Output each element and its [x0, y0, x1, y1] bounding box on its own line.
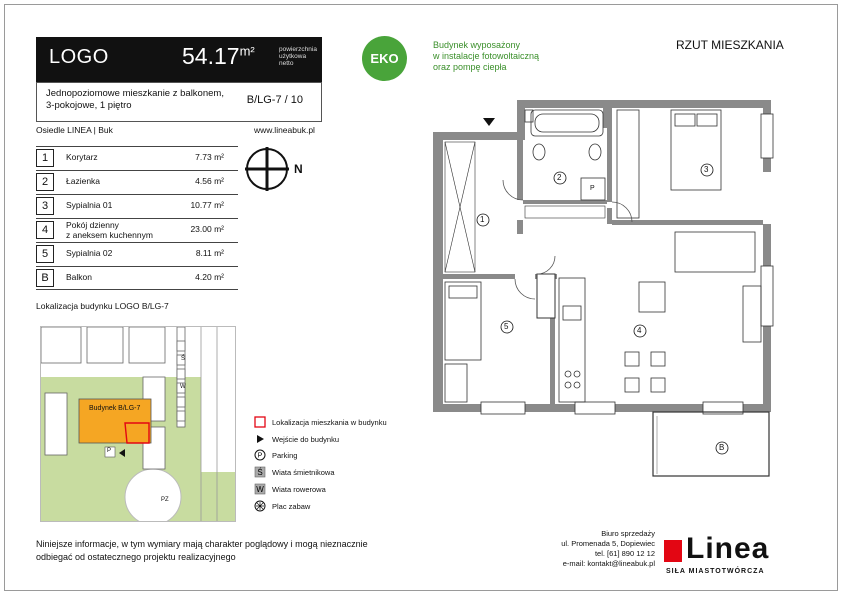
- room-number: B: [36, 269, 54, 287]
- room-area: 7.73 m²: [195, 152, 224, 162]
- eko-description: [433, 40, 539, 73]
- eko-line2: w instalacje fotowoltaiczną: [433, 51, 540, 61]
- brand-logo: [664, 532, 804, 578]
- bike-shelter-icon: [254, 483, 266, 495]
- office-address: ul. Promenada 5, Dopiewiec: [561, 539, 655, 548]
- table-row: [36, 194, 238, 218]
- site-plan: [40, 326, 236, 522]
- estate-name: Osiedle LINEA | Buk: [36, 125, 113, 135]
- red-square-outline-icon: [254, 416, 266, 428]
- header-bar: [36, 37, 322, 82]
- room-name: Sypialnia 02: [66, 248, 113, 258]
- plan-label-4: 4: [637, 326, 642, 335]
- entrance-arrow-icon: [254, 433, 266, 445]
- area-note: [279, 46, 317, 67]
- plan-label-balcony: B: [719, 443, 725, 452]
- site-plan-drawing: [41, 327, 236, 522]
- office-email[interactable]: e-mail: kontakt@lineabuk.pl: [562, 559, 655, 568]
- apartment-area: [182, 43, 255, 70]
- legend-label-bin: Wiata śmietnikowa: [272, 468, 335, 477]
- room-area: 8.11 m²: [195, 248, 224, 258]
- eko-line3: oraz pompę ciepła: [433, 62, 507, 72]
- room-number: 2: [36, 173, 54, 191]
- legend-label-bike: Wiata rowerowa: [272, 485, 326, 494]
- table-row: [36, 266, 238, 290]
- room-name-line2: z aneksem kuchennym: [66, 230, 153, 240]
- brand-red-block: [664, 540, 682, 562]
- building-label: Budynek B/LG-7: [89, 405, 141, 412]
- compass-icon: [244, 146, 290, 192]
- svg-text:Ś: Ś: [257, 468, 263, 477]
- floor-plan-drawing: [425, 96, 795, 486]
- legend-label-apartment: Lokalizacja mieszkania w budynku: [272, 418, 387, 427]
- room-number: 5: [36, 245, 54, 263]
- table-row: [36, 218, 238, 242]
- legend-label-entrance: Wejście do budynku: [272, 435, 339, 444]
- room-name: Sypialnia 01: [66, 200, 113, 210]
- plan-label-2: 2: [557, 173, 562, 182]
- area-unit: m²: [239, 43, 255, 59]
- table-row: [36, 146, 238, 170]
- room-name: [66, 220, 153, 240]
- room-name: Balkon: [66, 272, 92, 282]
- office-phone: tel. [61] 890 12 12: [594, 549, 655, 558]
- room-name: Korytarz: [66, 152, 98, 162]
- svg-text:W: W: [256, 485, 264, 494]
- room-name-line1: Pokój dzienny: [66, 220, 119, 230]
- plan-label-1: 1: [480, 215, 485, 224]
- disclaimer-line1: Niniejsze informacje, w tym wymiary mają charakter poglądowy i mogą nieznacznie: [36, 539, 368, 549]
- plan-label-3: 3: [704, 165, 709, 174]
- location-title: Lokalizacja budynku LOGO B/LG-7: [36, 301, 169, 311]
- website-link[interactable]: www.lineabuk.pl: [254, 125, 315, 135]
- parking-icon: [254, 449, 266, 461]
- room-name: Łazienka: [66, 176, 101, 186]
- description-line2: 3-pokojowe, 1 piętro: [46, 100, 132, 111]
- area-note-line1: powierzchnia: [279, 46, 317, 53]
- plan-label-5: 5: [504, 322, 509, 331]
- bike-shelter-mark: W: [180, 384, 186, 390]
- legend-label-playground: Plac zabaw: [272, 502, 311, 511]
- table-row: [36, 170, 238, 194]
- bin-shelter-mark: Ś: [181, 356, 186, 362]
- office-title: Biuro sprzedaży: [601, 529, 655, 538]
- area-note-line2: użytkowa: [279, 53, 307, 60]
- svg-text:P: P: [257, 452, 263, 460]
- eko-line1: Budynek wyposażony: [433, 40, 521, 50]
- disclaimer: [36, 538, 368, 564]
- room-area: 23.00 m²: [190, 224, 224, 234]
- bath-mark: P: [590, 185, 595, 192]
- brand-name: Linea: [686, 532, 770, 565]
- room-number: 3: [36, 197, 54, 215]
- bin-shelter-icon: [254, 466, 266, 478]
- room-number: 1: [36, 149, 54, 167]
- area-value: 54.17: [182, 43, 240, 69]
- plan-title: RZUT MIESZKANIA: [676, 38, 784, 52]
- playground-icon: [254, 500, 266, 512]
- sales-office: [540, 529, 655, 569]
- legend-label-parking: Parking: [272, 451, 298, 460]
- table-row: [36, 242, 238, 266]
- eko-badge: EKO: [362, 36, 407, 81]
- apartment-description: [36, 82, 322, 122]
- playground-label: PZ: [161, 497, 169, 503]
- rooms-table: [36, 146, 238, 290]
- developer-logo: LOGO: [49, 46, 109, 68]
- room-area: 4.56 m²: [195, 176, 224, 186]
- unit-code: B/LG-7 / 10: [246, 94, 303, 106]
- room-number: 4: [36, 221, 54, 239]
- room-area: 4.20 m²: [195, 272, 224, 282]
- description-line1: Jednopoziomowe mieszkanie z balkonem,: [46, 88, 224, 99]
- compass-north-label: N: [294, 162, 303, 176]
- area-note-line3: netto: [279, 60, 294, 67]
- room-area: 10.77 m²: [190, 200, 224, 210]
- floor-plan: [425, 96, 795, 486]
- brand-tagline: SIŁA MIASTOTWÓRCZA: [666, 568, 765, 575]
- disclaimer-line2: odbiegać od ostatecznego projektu realizacyjnego: [36, 552, 236, 562]
- parking-mark: P: [107, 448, 112, 454]
